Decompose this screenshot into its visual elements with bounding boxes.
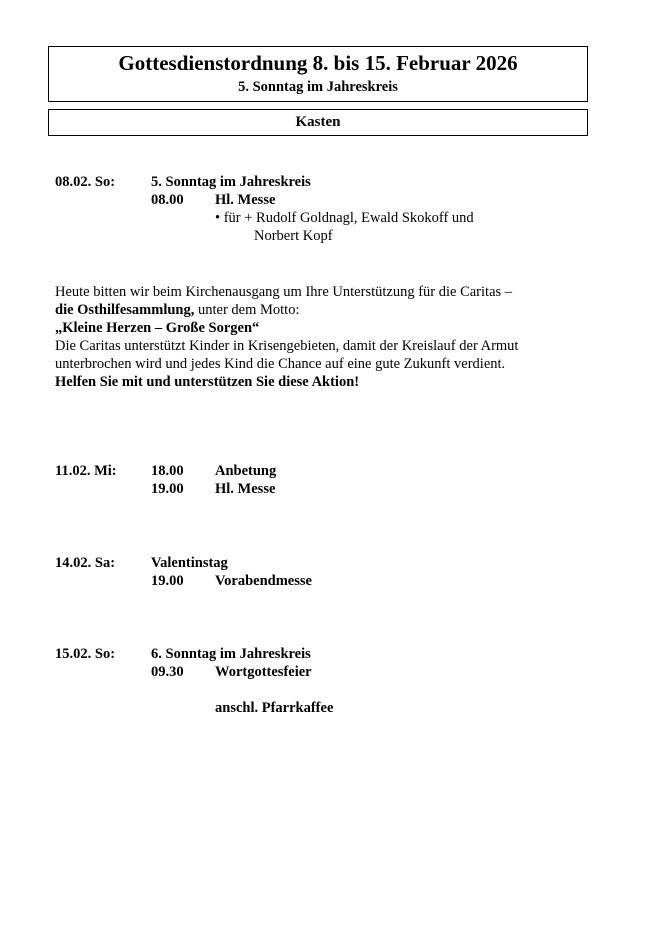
day-date: 15.02. So: [55,646,116,662]
appeal-line: Heute bitten wir beim Kirchenausgang um Ihre Unterstützung für die Caritas – [55,284,513,300]
mass-intention: • für + Rudolf Goldnagl, Ewald Skokoff und [215,210,474,226]
appeal-closing: Helfen Sie mit und unterstützen Sie diese Aktion! [55,374,360,390]
service-time: 19.00 [151,573,184,589]
service-name: Wortgottesfeier [215,664,312,680]
appeal-motto-intro: unter dem Motto: [194,302,300,318]
service-time: 18.00 [151,463,184,479]
day-feast: 5. Sonntag im Jahreskreis [151,174,311,190]
appeal-line: unterbrochen wird und jedes Kind die Chance auf eine gute Zukunft verdient. [55,356,506,372]
appeal-line [55,301,575,319]
service-note: anschl. Pfarrkaffee [215,700,334,716]
day-date: 08.02. So: [55,174,116,190]
page-subtitle: 5. Sonntag im Jahreskreis [238,79,398,95]
day-date: 11.02. Mi: [55,463,117,479]
day-feast: 6. Sonntag im Jahreskreis [151,646,311,662]
place-heading: Kasten [48,109,588,136]
caritas-appeal [55,283,575,391]
day-feast: Valentinstag [151,555,228,571]
appeal-line: Die Caritas unterstützt Kinder in Krisengebieten, damit der Kreislauf der Armut [55,338,519,354]
page-title: Gottesdienstordnung 8. bis 15. Februar 2026 [118,51,518,75]
service-name: Hl. Messe [215,192,276,208]
service-name: Hl. Messe [215,481,276,497]
service-time: 09.30 [151,664,184,680]
service-time: 08.00 [151,192,184,208]
appeal-collection-name: die Osthilfesammlung, [55,302,195,318]
service-name: Vorabendmesse [215,573,312,589]
title-box [48,46,588,102]
appeal-motto: „Kleine Herzen – Große Sorgen“ [55,320,260,336]
day-date: 14.02. Sa: [55,555,116,571]
service-time: 19.00 [151,481,184,497]
mass-intention-continued: Norbert Kopf [254,228,333,244]
service-name: Anbetung [215,463,277,479]
